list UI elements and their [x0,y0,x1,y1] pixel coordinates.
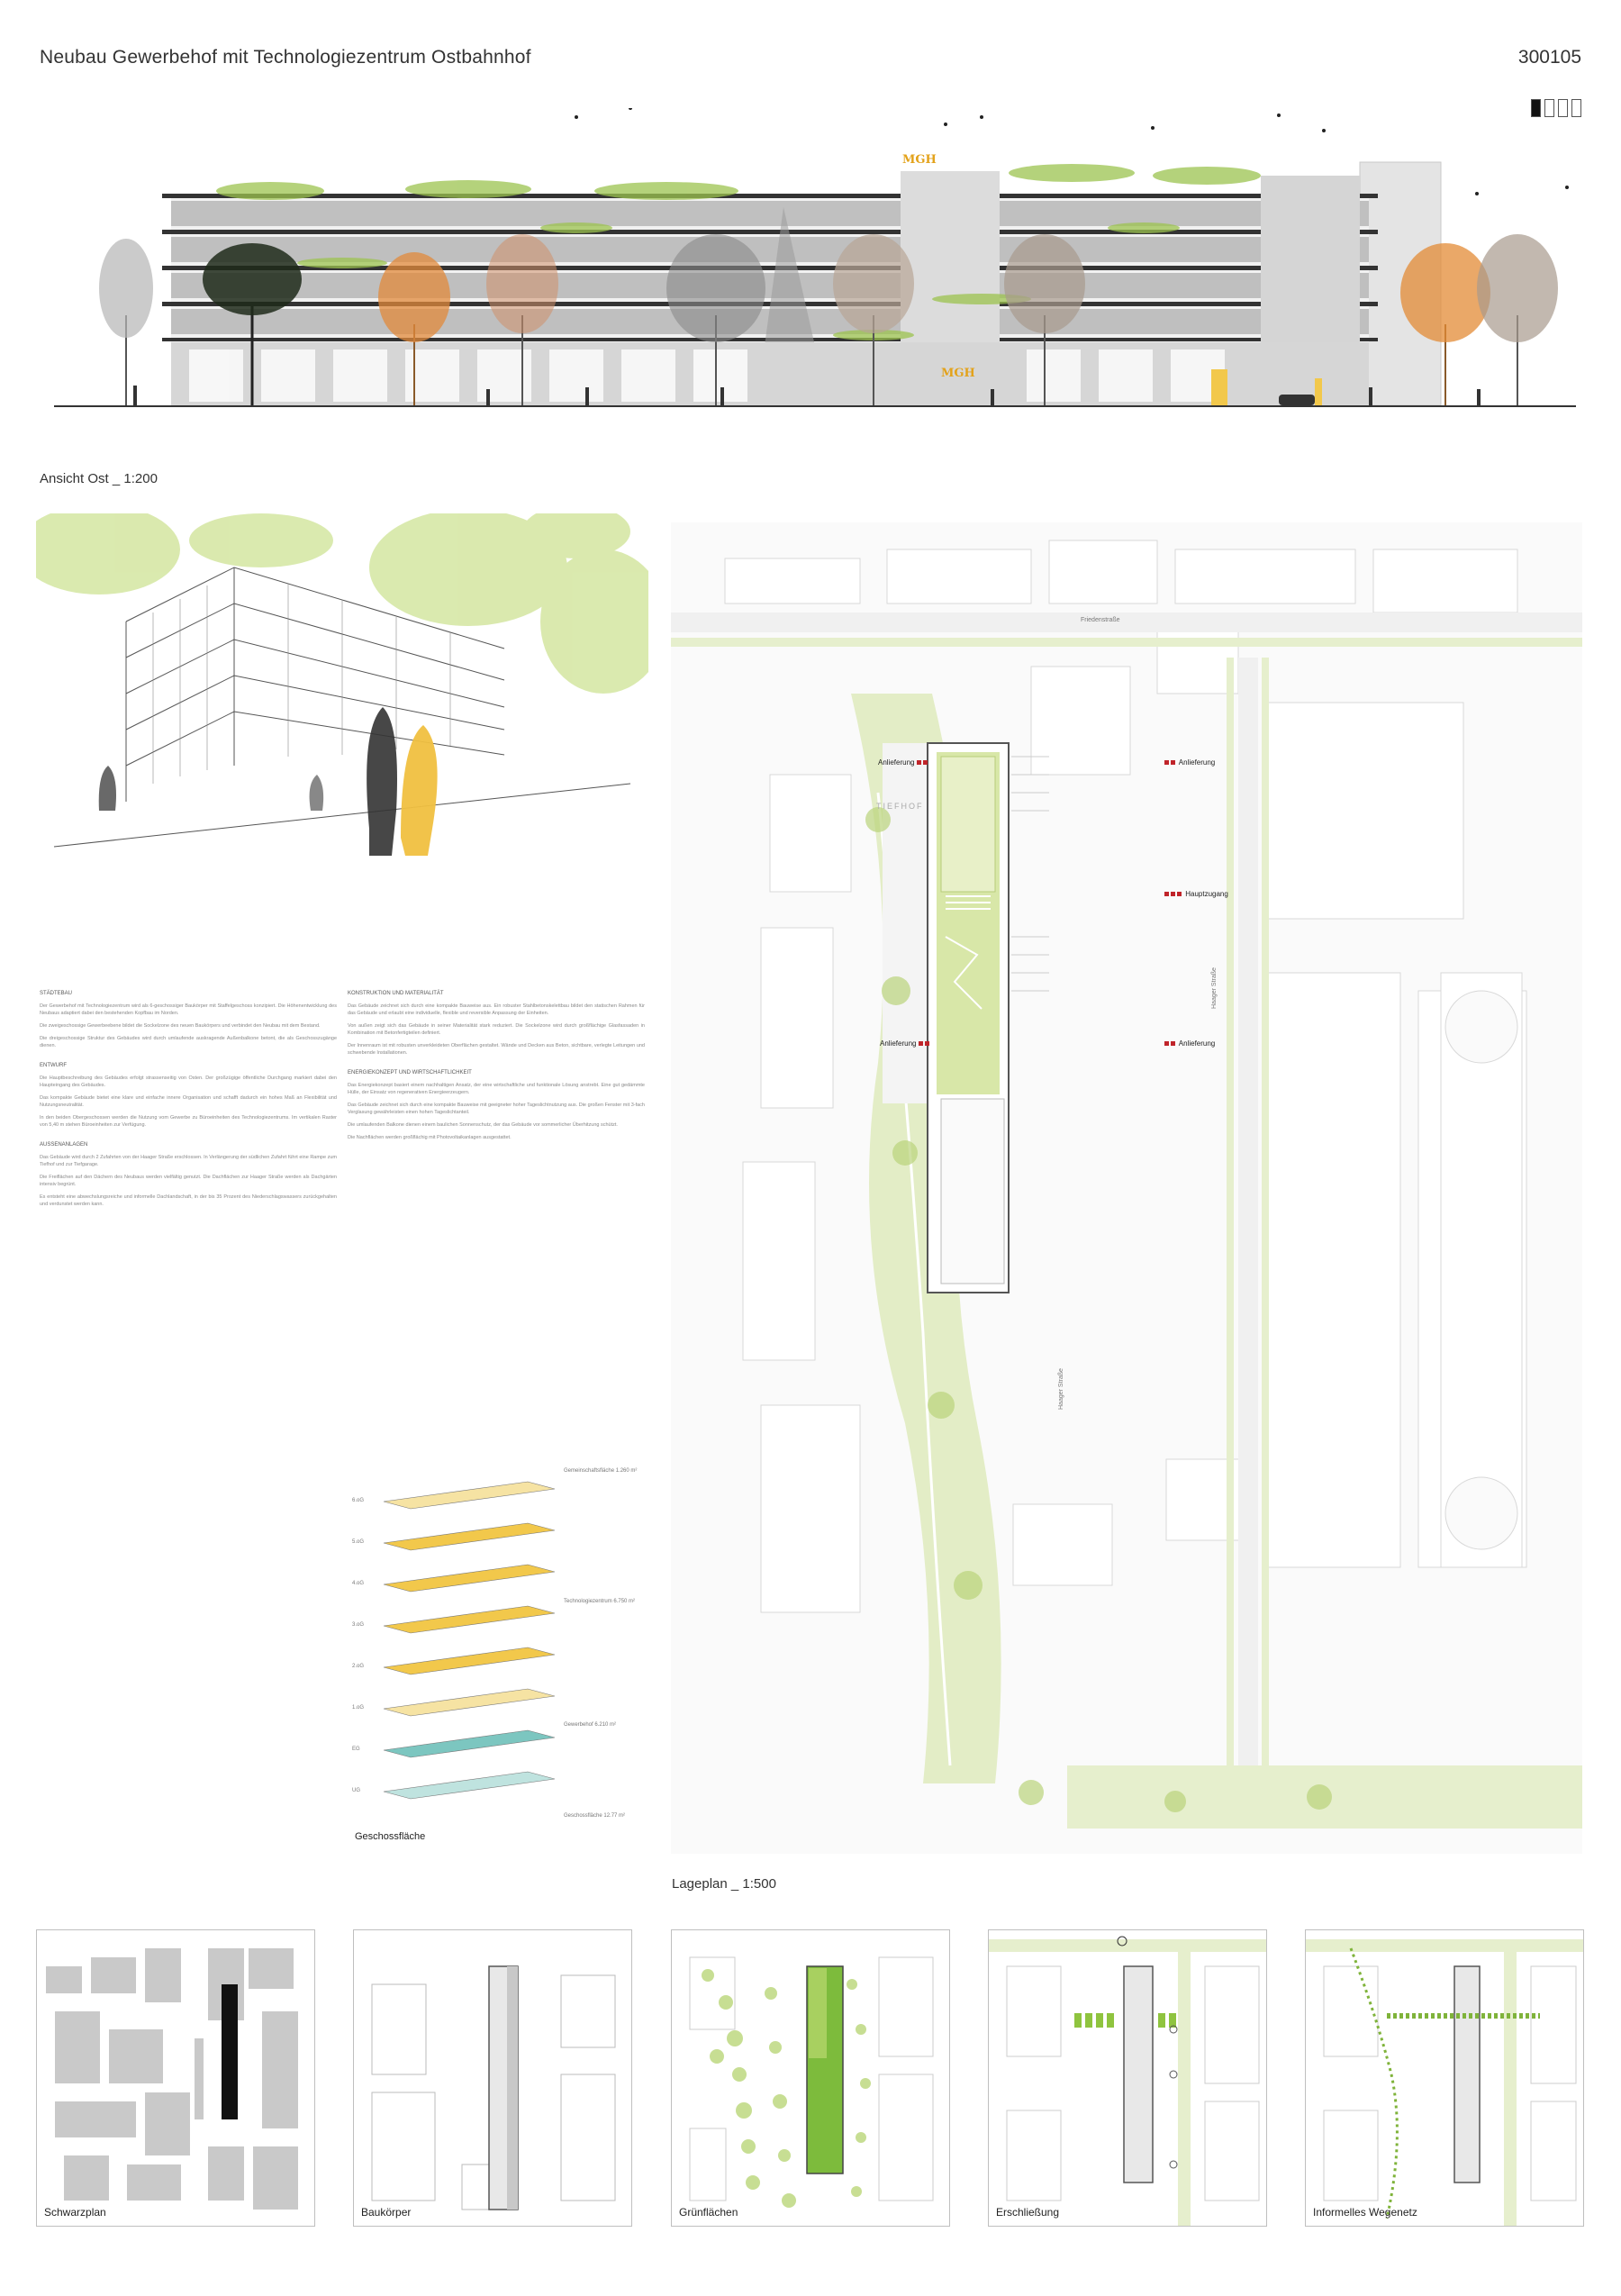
anlieferung-text: Anlieferung [878,758,915,767]
diagram-erschliessung [988,1929,1267,2227]
axo-label-community: Gemeinschaftsfläche 1.260 m² [564,1468,638,1474]
axo-level-label: 1.oG [352,1705,365,1711]
paragraph: Die zweigeschossige Gewerbeebene bildet die Sockelzone des neuen Baukörpers und verbindet den Neubau mit dem Bestand. [40,1023,321,1029]
tiefhof-label: TIEFHOF [876,802,924,811]
section-heading: STÄDTEBAU [40,991,73,996]
axo-floor [352,1772,555,1799]
paragraph: Von außen zeigt sich das Gebäude in seiner Materialität stark reduziert. Die Sockelzone wird durch großflächige Glasfassaden in Kombination mit Betonfertigteilen definiert. [348,1023,645,1036]
section-heading: ENTWURF [40,1063,67,1068]
diagram-schwarzplan [36,1929,315,2227]
paragraph: Es entsteht eine abwechslungsreiche und informelle Dachlandschaft, in der bis 35 Prozent des Niederschlagswassers zurückgehalten und verdunstet werden kann. [40,1194,337,1207]
diagram-label: Baukörper [361,2206,412,2219]
paragraph: Die Freiflächen auf den Dächern des Neubaus werden vielfältig genutzt. Die Dachflächen zur Haager Straße werden als Dachgärten intensiv begrünt. [40,1175,337,1187]
anlieferung-text: Anlieferung [880,1039,917,1048]
elevation-svg [36,108,1585,414]
paragraph: Die Nachflächen werden großflächig mit Photovoltaikanlagen ausgestattet. [348,1135,512,1140]
axo-label-total: Geschossfläche 12.77 m² [564,1813,626,1819]
axo-level-label: 5.oG [352,1539,365,1545]
street-label-top: Friedenstraße [1081,617,1120,623]
hauptzugang-text: Hauptzugang [1185,890,1228,898]
street-label-right: Haager Straße [1211,967,1218,1009]
site-plan [671,522,1582,1854]
axo-floor [352,1689,555,1716]
siteplan-caption: Lageplan _ 1:500 [672,1876,776,1892]
diagram-wegenetz [1305,1929,1584,2227]
axo-caption: Geschossfläche [355,1831,426,1842]
paragraph: Das Energiekonzept basiert einem nachhaltigen Ansatz, der eine wirtschaftliche und funktionale Lösung anstrebt. Eine gut gedämmte Hülle, der Einsatz von regenerativen Energieerzeugern. [348,1083,645,1095]
axonometric-stack [348,1464,649,1860]
mgh-sign-bottom: MGH [941,367,975,380]
axo-label-tech: Technologiezentrum 6.750 m² [564,1599,636,1604]
anlieferung-text: Anlieferung [1178,758,1216,767]
elevation-drawing [36,108,1585,414]
text-column-left [40,977,337,1213]
axo-floor [352,1606,555,1633]
anlieferung-label-se [1164,1039,1215,1048]
paragraph: Der Innenraum ist mit robusten unverkleideten Oberflächen gestaltet. Wände und Decken aus Beton, sichtbare, verlegte Leitungen und schwebende Installationen. [348,1043,645,1056]
section-heading: AUSSENANLAGEN [40,1142,88,1148]
anlieferung-label-sw [880,1039,931,1048]
diagram-gruenflaechen [671,1929,950,2227]
axo-floor [352,1565,555,1592]
diagram-baukoerper [353,1929,632,2227]
axo-label-gewerbe: Gewerbehof 6.210 m² [564,1722,617,1728]
paragraph: Das kompakte Gebäude bietet eine klare und einfache innere Organisation und schafft dadurch ein hohes Maß an Flexibilität und Nutzungsneutralität. [40,1095,337,1108]
axo-level-label: 3.oG [352,1622,365,1628]
paragraph: In den beiden Obergeschossen werden die Nutzung vom Gewerbe zu Büroeinheiten des Technologiezentrums. Im vertikalen Raster von 5,40 m stehen Büroeinheiten zur Verfügung. [40,1115,337,1128]
axo-level-label: 4.oG [352,1581,365,1586]
axo-level-label: 2.oG [352,1664,365,1669]
axo-floor [352,1647,555,1674]
street-label-bottom: Haager Straße [1058,1368,1064,1410]
paragraph: Der Gewerbehof mit Technologiezentrum wird als 6-geschossiger Baukörper mit Staffelgeschoss konzipiert. Die Höhenentwicklung des Neubaus adaptiert dabei den bestehenden Kopfbau im Norden. [40,1003,337,1016]
diagram-label: Erschließung [996,2206,1060,2219]
axo-floor [352,1482,555,1509]
anlieferung-label-nw [878,758,929,767]
perspective-sketch [36,513,648,874]
section-heading: KONSTRUKTION UND MATERIALITÄT [348,991,444,996]
paragraph: Die dreigeschossige Struktur des Gebäudes wird durch umlaufende auskragende Außenbalkone betont, die als Geschosszugänge dienen. [40,1036,337,1048]
paragraph: Die Hauptbeschreibung des Gebäudes erfolgt strassenseitig von Osten. Der großzügige öffentliche Durchgang markiert dabei den Haupteingang des Gebäudes. [40,1075,337,1088]
axo-level-label: 6.oG [352,1498,365,1503]
text-column-right [348,977,645,1147]
project-number: 300105 [1517,47,1581,68]
anlieferung-label-ne [1164,758,1215,767]
diagram-label: Informelles Wegenetz [1313,2206,1417,2219]
section-heading: ENERGIEKONZEPT UND WIRTSCHAFTLICHKEIT [348,1070,472,1075]
axo-floor [352,1523,555,1550]
anlieferung-text: Anlieferung [1178,1039,1216,1048]
axo-level-label: EG [352,1747,360,1752]
paragraph: Das Gebäude wird durch 2 Zufahrten von der Haager Straße erschlossen. In Verlängerung der südlichen Zufahrt führt eine Rampe zum Tiefhof und zur Tiefgarage. [40,1155,337,1167]
page-title: Neubau Gewerbehof mit Technologiezentrum Ostbahnhof [40,47,531,68]
paragraph: Die umlaufenden Balkone dienen einem baulichen Sonnenschutz, der das Gebäude vor sommerlicher Überhitzung schützt. [348,1122,618,1128]
axo-level-label: UG [352,1788,360,1793]
axo-floor [352,1730,555,1757]
diagram-label: Schwarzplan [44,2206,106,2219]
paragraph: Das Gebäude zeichnet sich durch eine kompakte Bauweise aus. Ein robuster Stahlbetonskelettbau bildet den statischen Rahmen für das Gebäude und erlaubt eine individuelle, flexible und reversible Anpassung der Einheiten. [348,1003,645,1016]
diagram-label: Grünflächen [679,2206,738,2219]
mgh-sign-top: MGH [902,153,937,167]
hauptzugang-label [1164,890,1228,898]
elevation-caption: Ansicht Ost _ 1:200 [40,471,158,486]
paragraph: Das Gebäude zeichnet sich durch eine kompakte Bauweise mit geeigneter hoher Tageslichtnutzung aus. Die großen Fenster mit 3-fach Verglasung gewährleisten einen hohen Tageslichtanteil. [348,1103,645,1115]
